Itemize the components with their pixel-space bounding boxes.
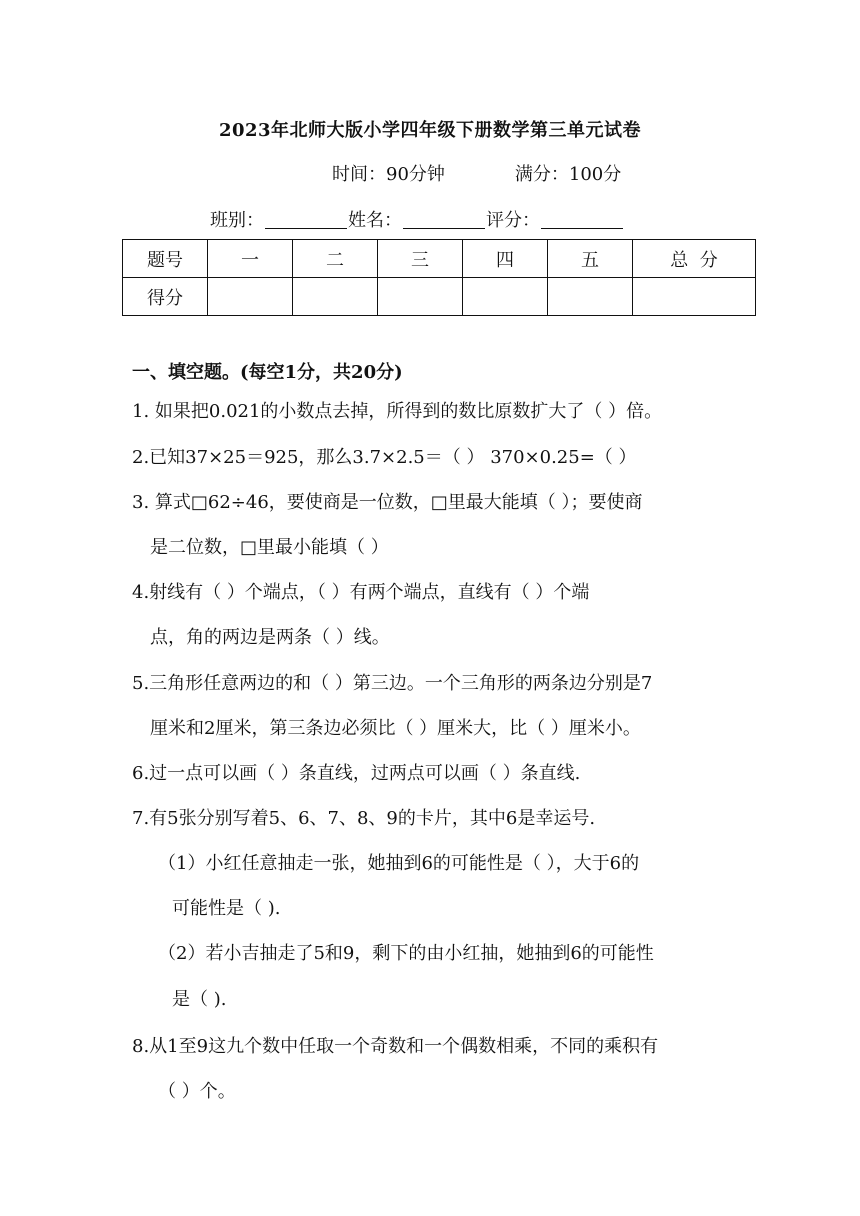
score-cell: [378, 278, 463, 316]
full-score: 满分：100分: [514, 164, 622, 185]
exam-title: 2023年北师大版小学四年级下册数学第三单元试卷: [218, 120, 642, 141]
score-label: 评分：: [486, 210, 540, 231]
score-blank: [541, 210, 623, 229]
score-table-header-row: [123, 240, 756, 278]
question-line: （2）若小吉抽走了5和9，剩下的由小红抽，她抽到6的可能性: [158, 943, 654, 964]
section-heading: 一、填空题。(每空1分，共20分): [132, 362, 403, 383]
question-line: 是二位数，□里最小能填（ ）: [150, 537, 389, 558]
question-line: 厘米和2厘米，第三条边必须比（ ）厘米大，比（ ）厘米小。: [150, 718, 641, 739]
student-info: [210, 206, 624, 232]
score-cell: [633, 278, 756, 316]
score-cell: [208, 278, 293, 316]
score-row-label: 得分: [123, 278, 208, 316]
score-cell: [293, 278, 378, 316]
question-line: 2.已知37×25＝925，那么3.7×2.5＝（ ） 370×0.25=（ ）: [132, 447, 637, 468]
score-cell: [548, 278, 633, 316]
name-label: 姓名：: [348, 210, 402, 231]
question-line: 3. 算式□62÷46，要使商是一位数，□里最大能填（ ）；要使商: [132, 492, 643, 513]
question-line: 5.三角形任意两边的和（ ）第三边。一个三角形的两条边分别是7: [132, 673, 653, 694]
score-table: [122, 239, 756, 316]
score-table-header-cell: 二: [293, 240, 378, 278]
class-label: 班别：: [210, 210, 264, 231]
question-line: 是（ ).: [172, 989, 227, 1010]
score-table-score-row: [123, 278, 756, 316]
score-table-header-cell: 五: [548, 240, 633, 278]
question-line: 8.从1至9这九个数中任取一个奇数和一个偶数相乘，不同的乘积有: [132, 1036, 659, 1057]
score-cell: [463, 278, 548, 316]
score-table-header-cell: 总 分: [633, 240, 756, 278]
class-blank: [265, 210, 347, 229]
question-line: 7.有5张分别写着5、6、7、8、9的卡片，其中6是幸运号.: [132, 808, 596, 829]
score-table-header-cell: 三: [378, 240, 463, 278]
name-blank: [403, 210, 485, 229]
time-limit: 时间：90分钟: [332, 164, 445, 185]
question-line: 点，角的两边是两条（ ）线。: [150, 627, 390, 648]
exam-meta: [332, 160, 621, 186]
question-line: 4.射线有（ ）个端点，（ ）有两个端点，直线有（ ）个端: [132, 582, 590, 603]
score-table-header-cell: 题号: [123, 240, 208, 278]
question-line: （ ）个。: [158, 1081, 236, 1102]
question-line: 可能性是（ ).: [172, 898, 281, 919]
score-table-header-cell: 一: [208, 240, 293, 278]
question-line: 6.过一点可以画（ ）条直线，过两点可以画（ ）条直线.: [132, 763, 581, 784]
question-line: 1. 如果把0.021的小数点去掉，所得到的数比原数扩大了（ ）倍。: [132, 401, 663, 422]
question-line: （1）小红任意抽走一张，她抽到6的可能性是（ ），大于6的: [158, 853, 640, 874]
score-table-header-cell: 四: [463, 240, 548, 278]
